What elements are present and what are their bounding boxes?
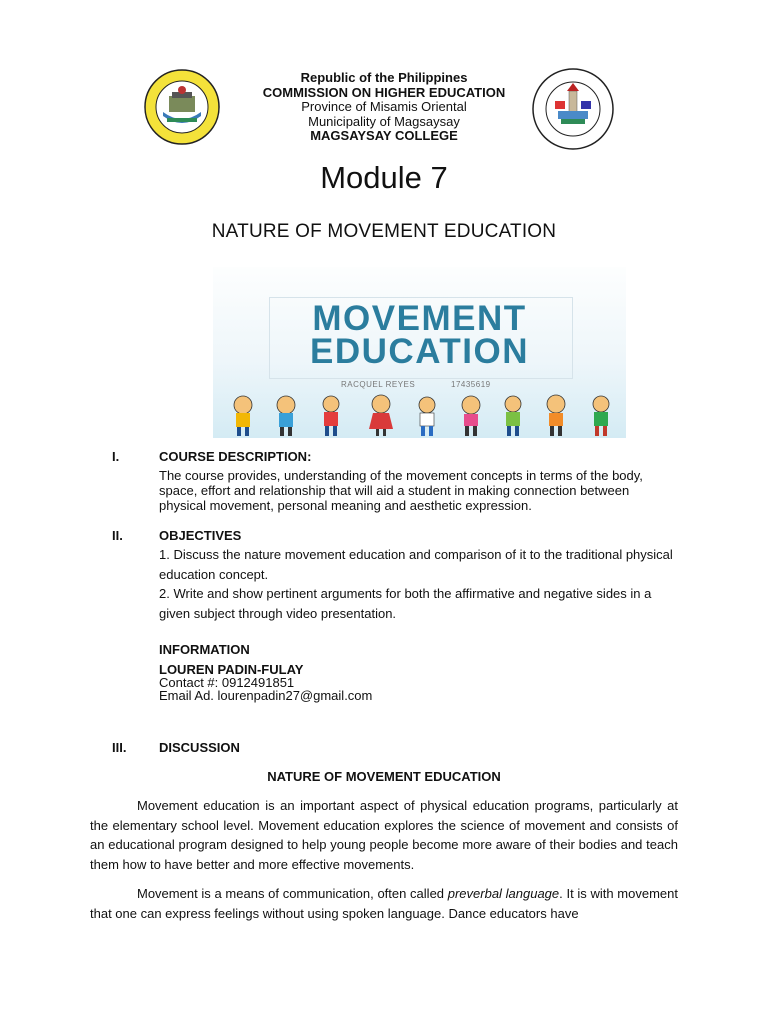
child-figure-1 [234,396,252,436]
child-figure-4 [369,395,393,436]
paragraph-2-start: Movement is a means of communication, often called [137,886,448,901]
author-contact: Contact #: 0912491851 [159,675,295,690]
section-number-discussion: III. [112,740,127,755]
header-college: MAGSAYSAY COLLEGE [310,128,458,143]
child-figure-6 [462,396,480,436]
section-number-course: I. [112,449,120,464]
header-republic: Republic of the Philippines [300,70,468,85]
banner-title-line2: EDUCATION [310,332,529,371]
header-municipality: Municipality of Magsaysay [308,113,460,129]
section-heading-discussion: DISCUSSION [159,740,240,755]
banner-title-line1: MOVEMENT [312,299,527,338]
discussion-subheading: NATURE OF MOVEMENT EDUCATION [267,769,501,784]
information-heading: INFORMATION [159,642,250,657]
institution-header [0,71,768,144]
child-figure-3 [323,396,339,436]
child-figure-8 [547,395,565,436]
objective-item-1: 1. Discuss the nature movement education and comparison of it to the traditional physical education concept. [159,547,673,582]
discussion-paragraph-2 [90,884,678,923]
paragraph-2-end: . It is with movement that one can express feelings without using spoken language. Dance educators have [90,886,678,921]
author-email: Email Ad. lourenpadin27@gmail.com [159,688,373,703]
module-title: Module 7 [320,160,448,195]
child-figure-9 [593,396,609,436]
section-heading-course: COURSE DESCRIPTION: [159,449,312,464]
course-description-text: The course provides, understanding of the movement concepts in terms of the body, space, effort and relationship that will aid a student in making connection between physical movement, personal meaning and aesthetic expression. [159,468,643,513]
header-province: Province of Misamis Oriental [301,99,467,114]
child-figure-7 [505,396,521,436]
child-figure-5 [419,397,435,436]
objective-item-2: 2. Write and show pertinent arguments for both the affirmative and negative sides in a given subject through video presentation. [159,586,652,621]
author-name: LOUREN PADIN-FULAY [159,662,304,677]
children-illustration [213,393,626,438]
banner-credit-name: RACQUEL REYES [341,380,416,389]
banner-credit-id: 17435619 [451,380,491,389]
discussion-paragraph-1: Movement education is an important aspect of physical education programs, particularly at the elementary school level. Movement education explores the science of movement and consists of an educational program designed to help young people become more aware of their bodies and teach them how to have better and more effective movements. [90,798,678,872]
preverbal-language-term: preverbal language [447,886,560,901]
module-subtitle: NATURE OF MOVEMENT EDUCATION [211,221,557,242]
section-number-objectives: II. [112,528,123,543]
header-commission: COMMISSION ON HIGHER EDUCATION [262,84,506,100]
section-heading-objectives: OBJECTIVES [159,528,242,543]
child-figure-2 [277,396,295,436]
movement-education-banner [213,267,626,438]
